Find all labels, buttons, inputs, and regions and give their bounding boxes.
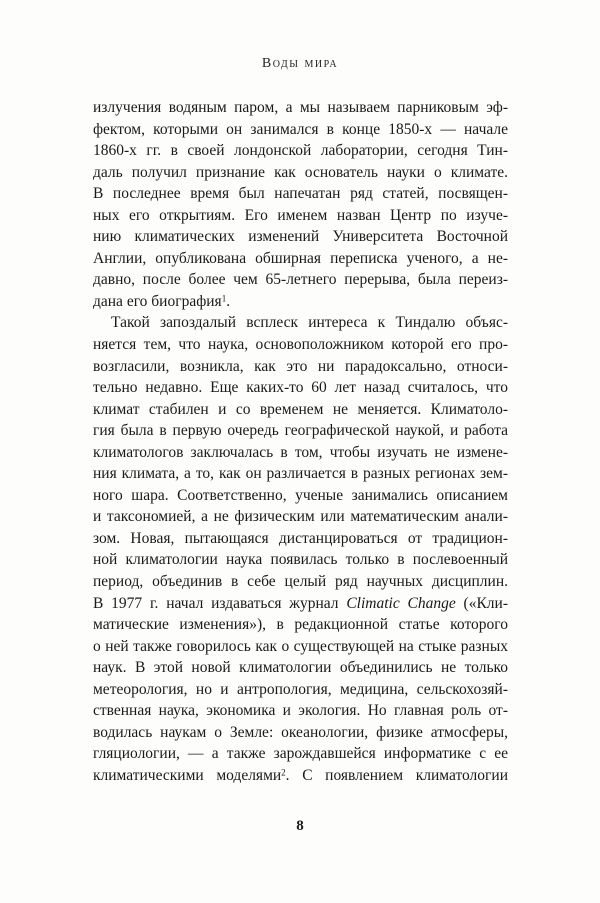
- text-segment: даль получил признание как основатель науки о климате.: [93, 163, 508, 181]
- text-segment: В 1977 г. начал издаваться журнал: [93, 594, 347, 612]
- text-segment: 1860-х гг. в своей лондонской лаборатории, сегодня Тин-: [93, 142, 508, 160]
- text-line: [93, 291, 508, 313]
- text-segment: няется тем, что наука, основоположником которой его про-: [93, 336, 508, 354]
- text-segment: .: [226, 292, 231, 310]
- text-segment: В последнее время был напечатан ряд статей, посвящен-: [93, 185, 508, 203]
- text-segment: давно, после более чем 65-летнего перерыва, была переиз-: [93, 271, 508, 289]
- running-head: Воды мира: [261, 56, 339, 71]
- text-line: [93, 356, 508, 378]
- text-segment: гия была в первую очередь географической наукой, и работа: [93, 422, 508, 440]
- text-line: [93, 636, 508, 658]
- text-line: [93, 420, 508, 442]
- text-segment: («Кли-: [455, 594, 508, 612]
- text-line: [93, 97, 508, 119]
- text-line: [93, 226, 508, 248]
- text-segment: метеорология, но и антропология, медицина, сельскохозяй-: [93, 680, 508, 698]
- text-segment: . С появлением климатологии: [285, 766, 508, 784]
- text-line: [93, 399, 508, 421]
- text-segment: тельно недавно. Еще каких-то 60 лет назад считалось, что: [93, 379, 508, 397]
- text-segment: водилась наукам о Земле: океанологии, физике атмосферы,: [93, 723, 508, 741]
- text-segment: Такой запоздалый всплеск интереса к Тиндалю объяс-: [111, 314, 508, 332]
- text-segment: нию климатических изменений Университета Восточной: [93, 228, 508, 246]
- text-line: [93, 593, 508, 615]
- text-line: [93, 162, 508, 184]
- text-segment: ния климата, а то, как он различается в разных регионах зем-: [93, 465, 508, 483]
- text-segment: ной климатологии наука появилась только в послевоенный: [93, 551, 508, 569]
- italic-text: Climatic Change: [346, 594, 456, 612]
- text-segment: зом. Новая, пытающаяся дистанцироваться от традицион-: [93, 529, 508, 547]
- text-line: [93, 119, 508, 141]
- text-segment: и таксономией, а не физическим или математическим анали-: [93, 508, 508, 526]
- text-segment: период, объединив в себе целый ряд научных дисциплин.: [93, 573, 508, 591]
- text-line: [93, 528, 508, 550]
- page-number: 8: [296, 818, 304, 834]
- text-line: [93, 506, 508, 528]
- text-segment: фектом, которыми он занимался в конце 1850-х — начале: [93, 120, 508, 138]
- text-line: [93, 722, 508, 744]
- text-line: [93, 463, 508, 485]
- text-line: [93, 183, 508, 205]
- text-line: [93, 571, 508, 593]
- text-segment: наук. В этой новой климатологии объединились не только: [93, 659, 508, 677]
- text-block: [93, 97, 508, 787]
- text-segment: ственная наука, экономика и экология. Но главная роль от-: [93, 702, 508, 720]
- text-segment: возгласили, возникла, как это ни парадоксально, относи-: [93, 357, 508, 375]
- text-line: [93, 549, 508, 571]
- text-line: [93, 334, 508, 356]
- text-line: [93, 442, 508, 464]
- text-line: [93, 312, 508, 334]
- text-segment: излучения водяным паром, а мы называем парниковым эф-: [93, 99, 508, 116]
- text-segment: климат стабилен и со временем не меняется. Климатоло-: [93, 400, 508, 418]
- text-line: [93, 657, 508, 679]
- text-segment: Англии, опубликована обширная переписка ученого, а не-: [93, 249, 508, 267]
- text-segment: о ней также говорилось как о существующей на стыке разных: [93, 637, 508, 655]
- text-segment: климатическими моделями: [93, 766, 282, 784]
- footnote-marker: 1: [221, 293, 227, 304]
- text-line: [93, 485, 508, 507]
- text-line: [93, 679, 508, 701]
- text-line: [93, 743, 508, 765]
- text-segment: ного шара. Соответственно, ученые занимались описанием: [93, 486, 508, 504]
- text-line: [93, 377, 508, 399]
- footnote-marker: 2: [281, 767, 286, 778]
- text-line: [93, 765, 508, 787]
- text-segment: гляциологии, — а также зарождавшейся информатике с ее: [93, 745, 508, 763]
- text-segment: матические изменения»), в редакционной статье которого: [93, 616, 508, 634]
- text-line: [93, 205, 508, 227]
- text-line: [93, 140, 508, 162]
- text-segment: ных его открытиям. Его именем назван Центр по изуче-: [93, 206, 508, 224]
- text-segment: климатологов заключалась в том, чтобы изучать не измене-: [93, 443, 508, 461]
- text-line: [93, 248, 508, 270]
- text-segment: дана его биография: [93, 292, 222, 310]
- text-line: [93, 269, 508, 291]
- text-line: [93, 700, 508, 722]
- text-line: [93, 614, 508, 636]
